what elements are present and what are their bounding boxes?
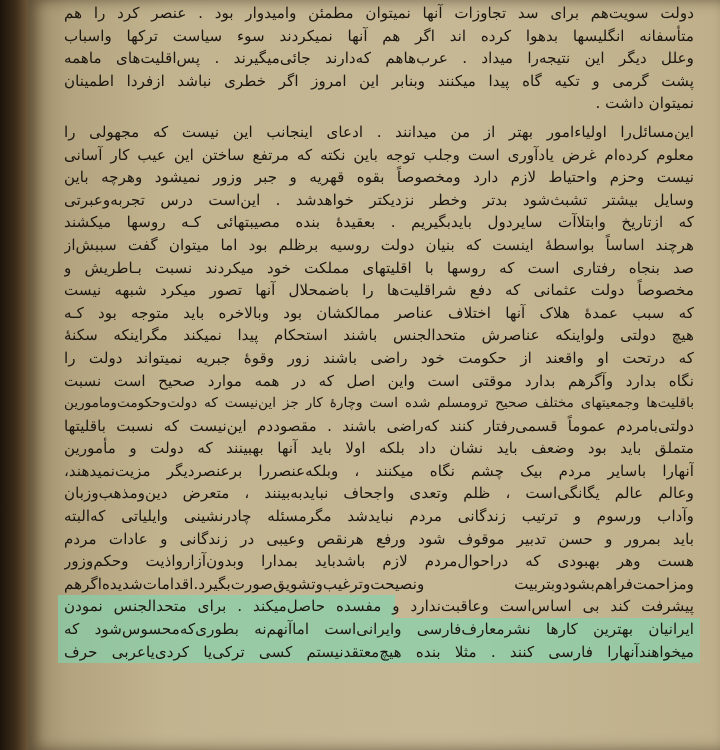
text-line: هیچ دولتی ولواینکه عناصرش متحدالجنس باشند استحکام پیدا نمیکند مگراینکه سکنهٔ: [64, 326, 694, 345]
page-text: [64, 0, 694, 663]
text-line: دولتی‌بامردم عموماً قسمی‌رفتار کنند که‌راضی باشند . مقصوددم این‌نیست که نسبت باقلیتها: [64, 416, 694, 435]
text-line: که سبب عمدهٔ هلاک آنها اختلاف عناصر ممالکشان بود وبالاخره باید متوجه بود کـه: [64, 303, 694, 322]
text-line: دولت سویت‌هم برای سد تجاوزات آنها نمیتوان مطمئن وامیدوار بود . عنصر کرد را هم: [64, 4, 694, 22]
text-line: نیست وحزم واحتیاط لازم دارد ومخصوصاً بقوه قهریه و جبر وزور نمیشود وهرچه باین: [64, 168, 694, 187]
text-line: صد بنجاه رفتاری است که روسها با اقلیتهای مملکت خود میکردند نسبت بـاطریش و: [64, 258, 694, 277]
text-line: این‌مسائل‌را اولیاءامور بهتر از من میدانند . ادعای اینجانب این نیست که مجهولی را: [64, 122, 694, 141]
text-line: مخصوصاً دولت عثمانی که دفع شراقلیت‌ها را باضمحلال آنها تصور میکرد شبهه نیست: [64, 281, 694, 300]
text-line: باید بمرور و حسن تدبیر موقوف شود ورفع هرنقص وعیبی در زندگانی و عادات مردم: [64, 529, 694, 548]
text-line: پشت گرمی و تکیه گاه پیدا میکنند وبنابر این امروز اگر خطری نباشد ازفردا اطمینان: [64, 71, 694, 90]
text-line: متأسفانه انگلیسها بدهوا کرده اند اگر هم آنها نمیکردند سوء سیاست ترکها واسباب: [64, 26, 694, 45]
text-line: وسایل بیشتر تشبث‌شود بدتر وخطر نزدیکتر خواهدشد . این‌است درس تجربه‌وعبرتی: [64, 190, 694, 209]
text-line: آنهارا باسایر مردم بیک چشم نگاه میکنند ، وبلکه‌عنصررا برعنصردیگر مزیت‌نمیدهند،: [64, 461, 694, 480]
text-line: نگاه بدارد وآگرهم بدارد موقتی است واین اصل که در همه موارد صحیح است نسبت: [64, 371, 694, 390]
text-line: وعالم عالم یگانگی‌است ، ظلم وتعدی واجحاف نبایدبه‌بینند ، متعرض دین‌ومذهب‌وزبان: [64, 484, 694, 503]
highlighted-text-line: میخواهندآنهارا فارسی کنند . مثلا بنده هیچ‌معتقدنیستم کسی ترکی‌یا کردی‌یاعربی حرف: [58, 641, 700, 664]
text-line: باقلیت‌ها وجمعیتهای مختلف صحیح ترومسلم شده است وچارهٔ کار جز این‌نیست که دولت‌وحکومت‌ومامورین: [64, 395, 694, 412]
text-line: معلوم کرده‌ام غرض یادآوری است وجلب توجه باین نکته که مرتفع ساختن این عیب کار آسانی: [64, 145, 694, 164]
text-line: ومزاحمت‌فراهم‌بشود‌وبتربیت ونصیحت‌وترغیب‌وتشویق‌صورت‌بگیرد.اقدامات‌شدیده‌اگرهم: [64, 574, 694, 593]
text-line: هرچند اساساً بواسطهٔ اینست که بنیان دولت روسیه برظلم بود اما میتوان گفت سببش‌از: [64, 235, 694, 254]
text-line: متملق باید بود وضعف باید نشان داد بلکه اولا باید آنها بهبینند که دولت و مأمورین: [64, 439, 694, 458]
highlighted-text-line: ایرانیان بهترین کارها نشرمعارف‌فارسی وایرانی‌است اما‌آنهم‌نه بطوری‌که‌محسوس‌شود که: [58, 618, 700, 641]
book-page: [28, 0, 720, 750]
text-line: هست وهر بهبودی که دراحوال‌مردم لازم باشدباید بمدارا وبدون‌آزارواذیت وحکم‌وزور: [64, 552, 694, 571]
highlighted-text-line: پیشرفت کند بی اساس‌است وعاقبت‌ندارد و مفسده حاصل‌میکند . برای متحدالجنس نمودن: [58, 595, 694, 618]
text-line: که درتحت او واقعند از حکومت خود راضی باشند زور وقوهٔ جبریه نمیتواند دولت را: [64, 348, 694, 367]
text-line: که ازتاریخ وابتلاآت سایردول بایدبگیریم . بعقیدهٔ بنده مصیبتهائی کـه روسها میکشند: [64, 213, 694, 232]
text-line: وعلل دیگر این نتیجه‌را میداد . عرب‌هاهم که‌دارند جائی‌میگیرند . پس‌اقلیت‌های ماهمه: [64, 49, 694, 68]
text-line: وآداب ورسوم و ترتیب زندگانی مردم نبایدشد مگرمسئله چادرنشینی وایلیاتی که‌البته: [64, 507, 694, 526]
text-line: نمیتوان داشت .: [595, 94, 694, 113]
